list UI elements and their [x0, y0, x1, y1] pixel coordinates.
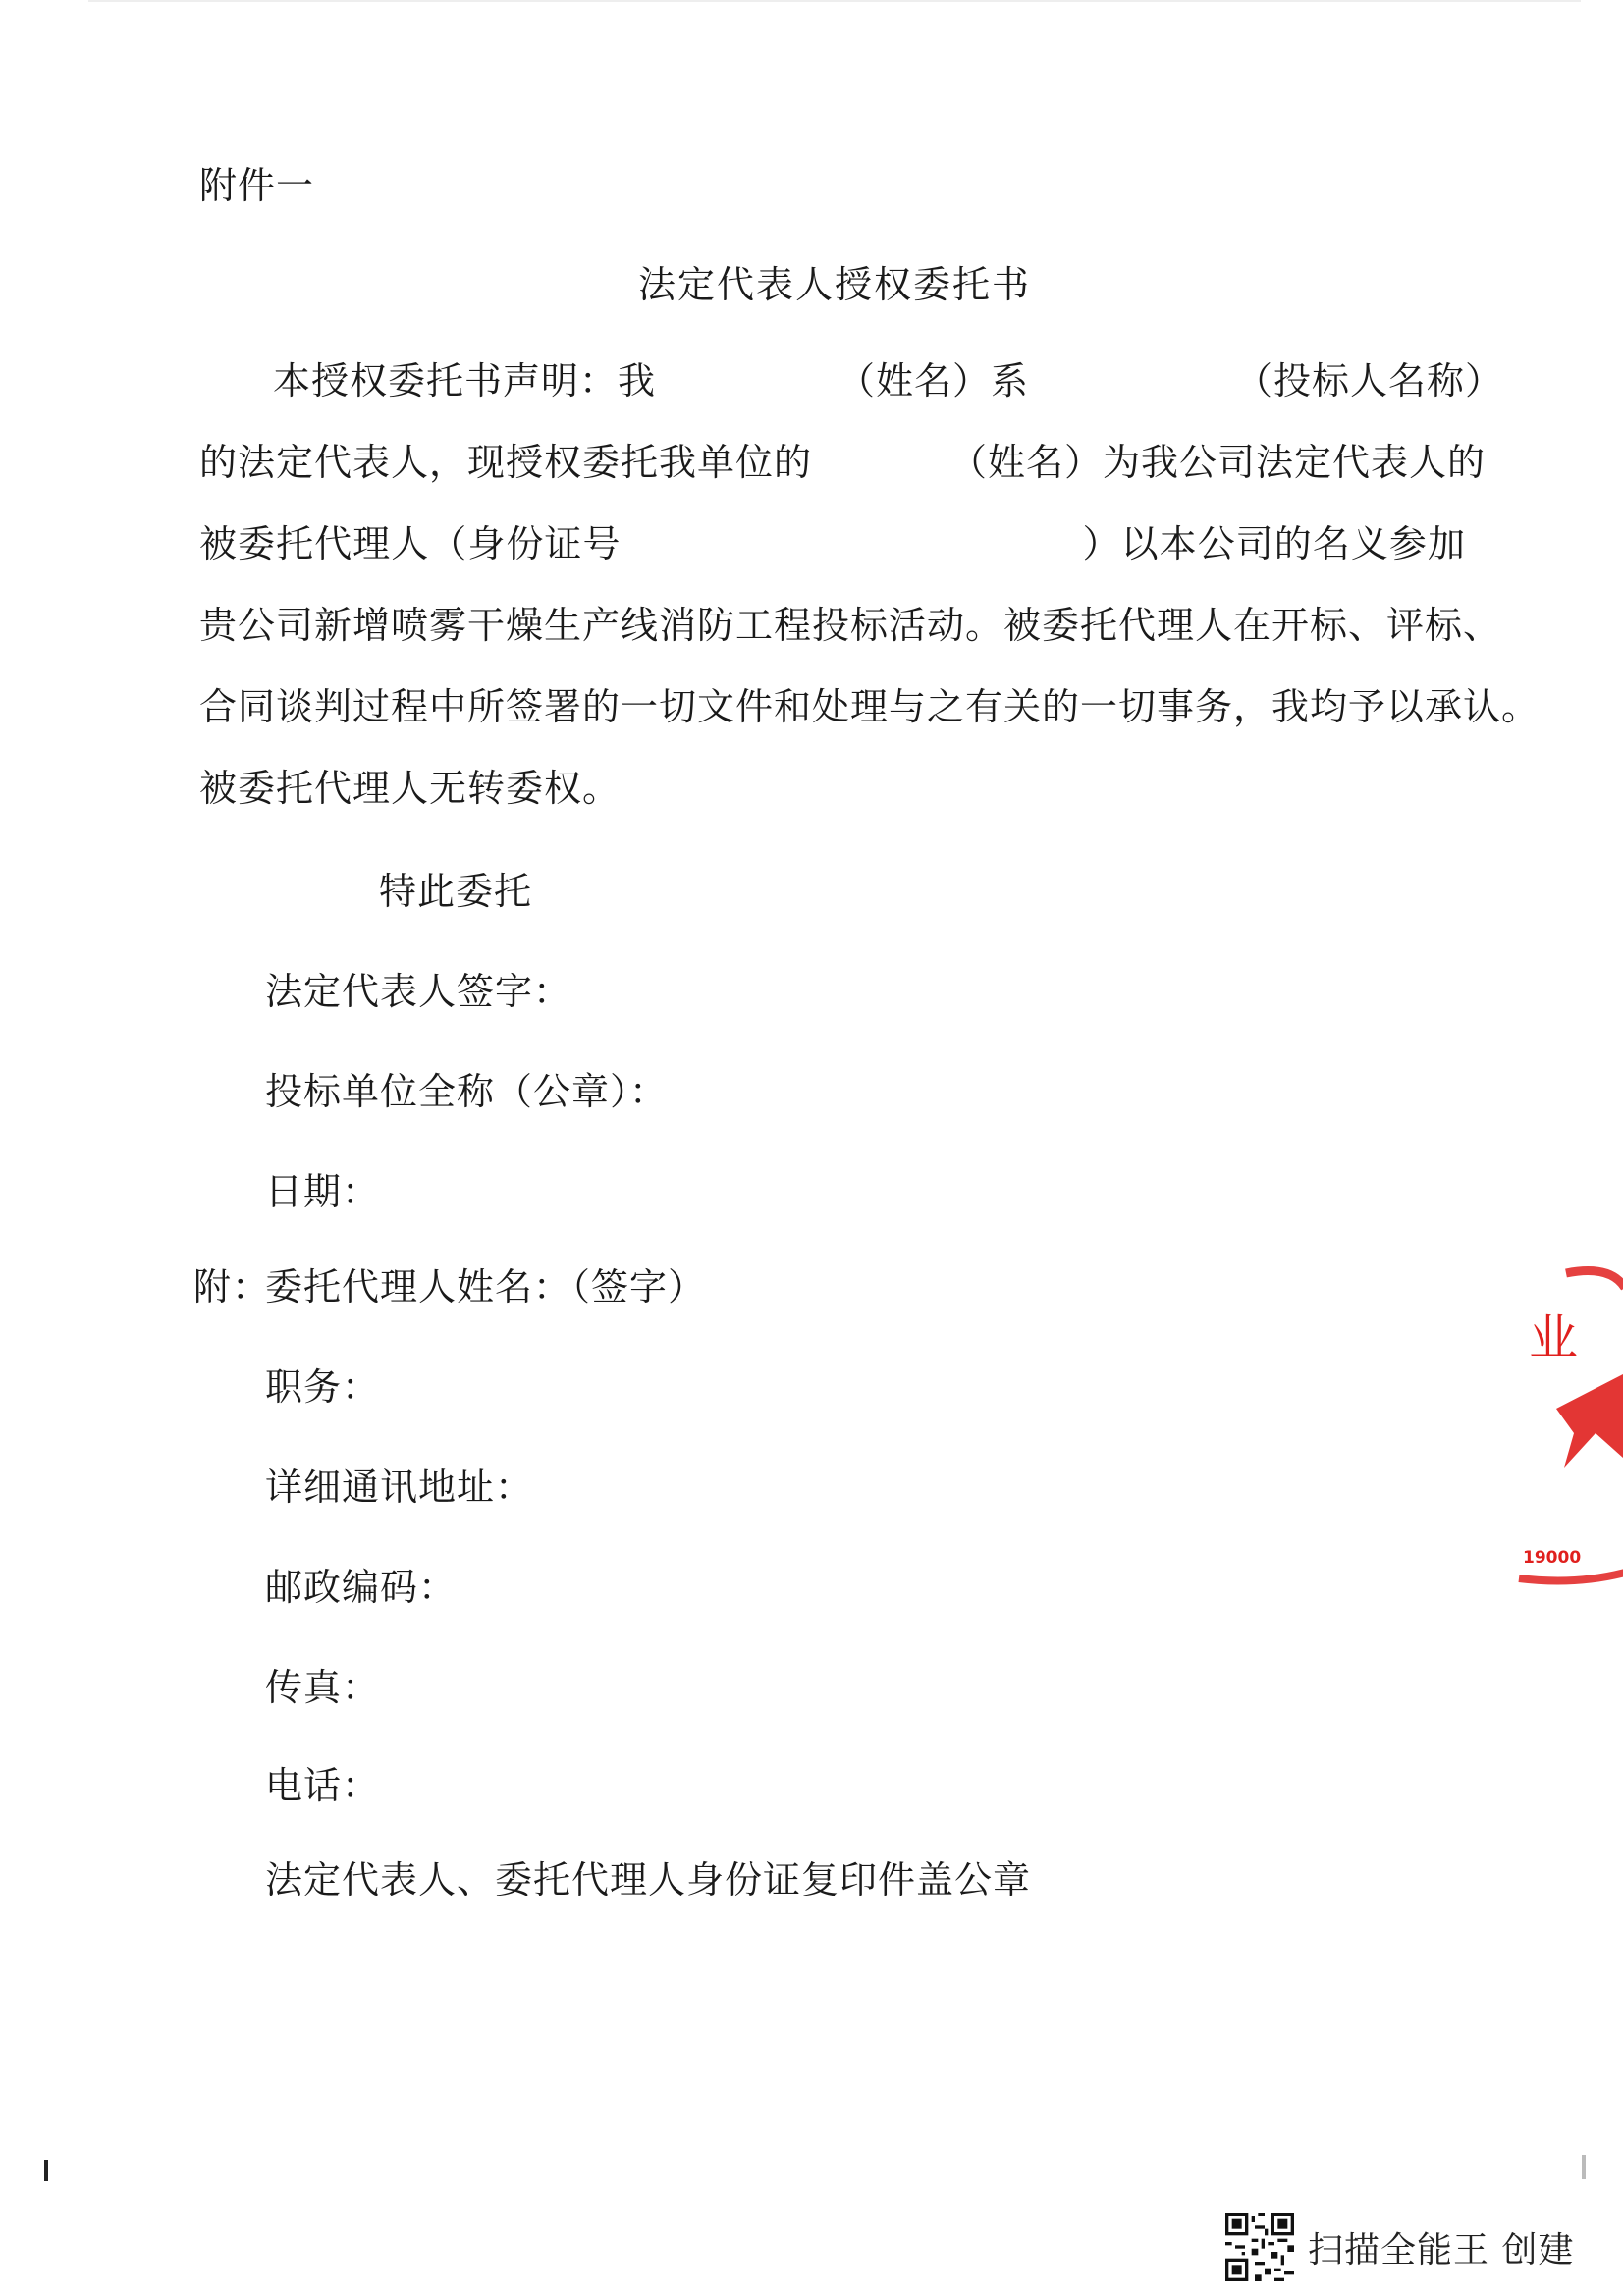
- seal-star-icon: [1556, 1374, 1623, 1468]
- id-copies-note: 法定代表人、委托代理人身份证复印件盖公章: [265, 1858, 1032, 1901]
- scanner-label: 扫描全能王 创建: [1308, 2229, 1575, 2270]
- position-label: 职务：: [265, 1365, 381, 1409]
- document-title: 法定代表人授权委托书: [638, 263, 1032, 306]
- legal-rep-signature-label: 法定代表人签字：: [265, 970, 572, 1013]
- seal-number: 19000: [1523, 1548, 1582, 1568]
- closing-text: 特此委托: [379, 870, 533, 913]
- declaration-line-3: 被委托代理人（身份证号 ）以本公司的名义参加: [199, 522, 1466, 565]
- attachment-label: 附件一: [199, 164, 315, 207]
- phone-label: 电话：: [265, 1764, 381, 1807]
- declaration-line-2: 的法定代表人，现授权委托我单位的 （姓名）为我公司法定代表人的: [199, 441, 1487, 484]
- scan-edge-mark-right: [1582, 2155, 1586, 2179]
- declaration-line-4: 贵公司新增喷雾干燥生产线消防工程投标活动。被委托代理人在开标、评标、: [199, 604, 1502, 647]
- declaration-line-5: 合同谈判过程中所签署的一切文件和处理与之有关的一切事务，我均予以承认。: [199, 685, 1541, 728]
- declaration-paragraph: [199, 341, 1541, 829]
- bidder-full-name-label: 投标单位全称（公章）：: [265, 1070, 669, 1113]
- company-seal-stamp: [1517, 1256, 1623, 1590]
- scan-edge-mark-left: [44, 2160, 48, 2181]
- seal-fragment-graphic: [1517, 1256, 1623, 1590]
- declaration-line-6: 被委托代理人无转委权。: [199, 767, 622, 810]
- scanner-watermark: [1225, 2213, 1574, 2281]
- scan-edge-top: [88, 0, 1581, 2]
- agent-name-label: 委托代理人姓名：（签字）: [265, 1265, 707, 1308]
- date-label: 日期：: [265, 1170, 381, 1213]
- qr-code-icon: [1225, 2213, 1294, 2281]
- postcode-label: 邮政编码：: [265, 1566, 458, 1609]
- address-label: 详细通讯地址：: [265, 1466, 534, 1509]
- seal-text: 业: [1529, 1309, 1578, 1366]
- appendix-prefix: 附：: [193, 1265, 271, 1308]
- fax-label: 传真：: [265, 1666, 381, 1709]
- declaration-line-1: 本授权委托书声明：我 （姓名）系 （投标人名称）: [273, 359, 1504, 402]
